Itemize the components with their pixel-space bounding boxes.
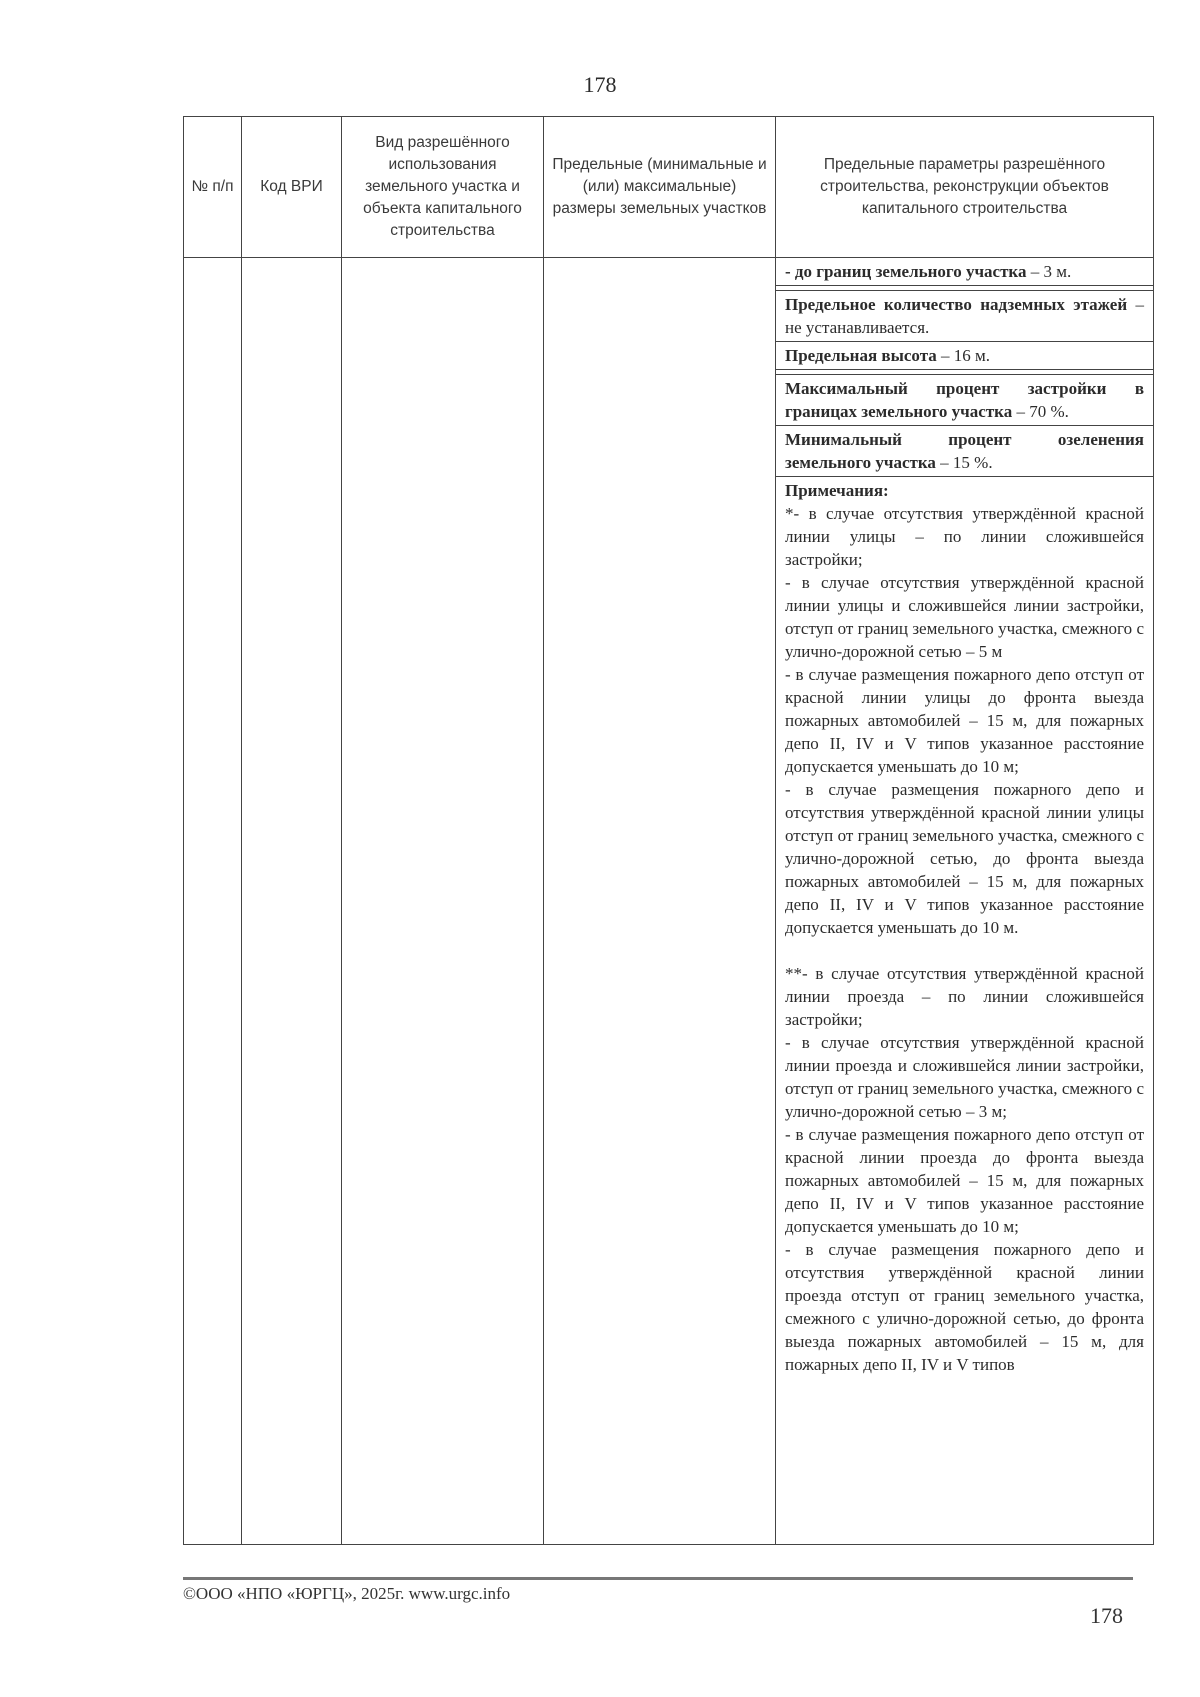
footer-divider: [183, 1577, 1133, 1580]
note-line: - в случае размещения пожарного депо отступ от красной линии проезда до фронта выезда пожарных автомобилей – 15 м, для пожарных депо II, IV и V типов указанное расстояние допускается уменьшать до 10 м;: [785, 1125, 1144, 1236]
param-height: Предельная высота – 16 м.: [776, 342, 1153, 370]
param-setback: - до границ земельного участка – 3 м.: [776, 258, 1153, 286]
table-row: [184, 258, 1154, 1545]
page-number-top: 178: [583, 72, 617, 97]
cell-sizes: [544, 258, 776, 1545]
regulations-table: [183, 116, 1154, 1545]
note-line: - в случае отсутствия утверждённой красной линии проезда и сложившейся линии застройки, отступ от границ земельного участка, смежного с улично-дорожной сетью – 3 м;: [785, 1033, 1144, 1121]
param-floors: Предельное количество надземных этажей – не устанавливается.: [776, 291, 1153, 342]
param-greening: Минимальный процент озеленения земельного участка – 15 %.: [776, 426, 1153, 477]
note-line: *- в случае отсутствия утверждённой красной линии улицы – по линии сложившейся застройки;: [785, 504, 1144, 569]
page-number-bottom: 178: [1090, 1603, 1123, 1628]
note-line: - в случае размещения пожарного депо отступ от красной линии улицы до фронта выезда пожарных автомобилей – 15 м, для пожарных депо II, IV и V типов указанное расстояние допускается уменьшать до 10 м;: [785, 665, 1144, 776]
header-sizes: Предельные (минимальные и (или) максимальные) размеры земельных участков: [544, 117, 776, 258]
note-line: - в случае отсутствия утверждённой красной линии улицы и сложившейся линии застройки, отступ от границ земельного участка, смежного с улично-дорожной сетью – 5 м: [785, 573, 1144, 661]
note-line: - в случае размещения пожарного депо и отсутствия утверждённой красной линии улицы отступ от границ земельного участка, смежного с улично-дорожной сетью, до фронта выезда пожарных автомобилей – 15 м, для пожарных депо II, IV и V типов указанное расстояние допускается уменьшать до 10 м.: [785, 780, 1144, 937]
header-code: Код ВРИ: [242, 117, 342, 258]
header-params: Предельные параметры разрешённого строительства, реконструкции объектов капитального строительства: [776, 117, 1154, 258]
cell-use: [342, 258, 544, 1545]
notes-block: [776, 477, 1153, 1378]
header-use: Вид разрешённого использования земельного участка и объекта капитального строительства: [342, 117, 544, 258]
cell-params: [776, 258, 1154, 1545]
table-header-row: [184, 117, 1154, 258]
cell-code: [242, 258, 342, 1545]
header-num: № п/п: [184, 117, 242, 258]
footer-copyright: ©ООО «НПО «ЮРГЦ», 2025г. www.urgc.info: [183, 1584, 511, 1603]
note-line: - в случае размещения пожарного депо и отсутствия утверждённой красной линии проезда отступ от границ земельного участка, смежного с улично-дорожной сетью, до фронта выезда пожарных автомобилей – 15 м, для пожарных депо II, IV и V типов: [785, 1240, 1144, 1374]
notes-title: Примечания:: [785, 481, 889, 500]
cell-num: [184, 258, 242, 1545]
param-coverage: Максимальный процент застройки в границах земельного участка – 70 %.: [776, 375, 1153, 426]
note-line: **- в случае отсутствия утверждённой красной линии проезда – по линии сложившейся застройки;: [785, 964, 1144, 1029]
